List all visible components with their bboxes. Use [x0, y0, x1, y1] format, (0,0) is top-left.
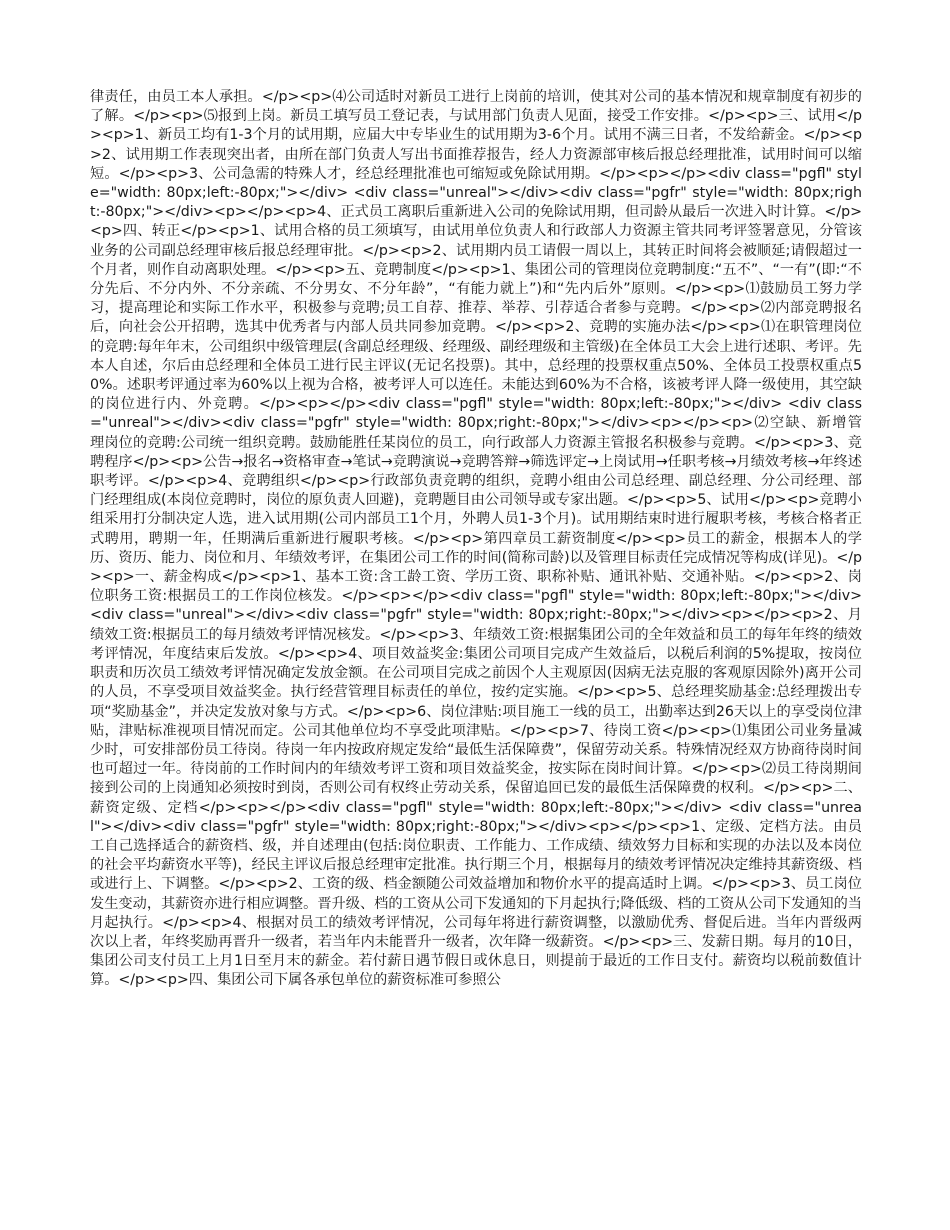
document-page — [90, 88, 862, 991]
document-body-text: 律责任，由员工本人承担。</p><p>⑷公司适时对新员工进行上岗前的培训，使其对公司的基本情况和规章制度有初步的了解。</p><p>⑸报到上岗。新员工填写员工登记表，与试用部门负责人见面，接受工作安排。</p><p>三、试用</p><p>1、新员工均有1-3个月的试用期，应届大中专毕业生的试用期为3-6个月。试用不满三日者，不发给薪金。</p><p>2、试用期工作表现突出者，由所在部门负责人写出书面推荐报告，经人力资源部审核后报总经理批准，试用时间可以缩短。</p><p>3、公司急需的特殊人才，经总经理批准也可缩短或免除试用期。</p><p></p><div class="pgfl" style="width: 80px;left:-80px;"></div> <div class="unreal"></div><div class="pgfr" style="width: 80px;right:-80px;"></div><p></p><p>4、正式员工离职后重新进入公司的免除试用期，但司龄从最后一次进入时计算。</p><p>四、转正</p><p>1、试用合格的员工须填写，由试用单位负责人和行政部人力资源主管共同考评签署意见，分管该业务的公司副总经理审核后报总经理审批。</p><p>2、试用期内员工请假一周以上，其转正时间将会被顺延;请假超过一个月者，则作自动离职处理。</p><p>五、竞聘制度</p><p>1、集团公司的管理岗位竞聘制度:“五不”、“一有”(即:“不分先后、不分内外、不分亲疏、不分男女、不分年龄”，“有能力就上”)和“先内后外”原则。</p><p>⑴鼓励员工努力学习，提高理论和实际工作水平，积极参与竞聘;员工自荐、推荐、举荐、引荐适合者参与竞聘。</p><p>⑵内部竞聘报名后，向社会公开招聘，选其中优秀者与内部人员共同参加竞聘。</p><p>2、竞聘的实施办法</p><p>⑴在职管理岗位的竞聘:每年年末，公司组织中级管理层(含副总经理级、经理级、副经理级和主管级)在全体员工大会上进行述职、考评。先本人自述，尔后由总经理和全体员工进行民主评议(无记名投票)。其中，总经理的投票权重点50%、全体员工投票权重点50%。述职考评通过率为60%以上视为合格，被考评人可以连任。未能达到60%为不合格，该被考评人降一级使用，其空缺的岗位进行内、外竞聘。</p><p></p><div class="pgfl" style="width: 80px;left:-80px;"></div> <div class="unreal"></div><div class="pgfr" style="width: 80px;right:-80px;"></div><p></p><p>⑵空缺、新增管理岗位的竞聘:公司统一组织竞聘。鼓励能胜任某岗位的员工，向行政部人力资源主管报名积极参与竞聘。</p><p>3、竞聘程序</p><p>公告→报名→资格审查→笔试→竞聘演说→竞聘答辩→筛选评定→上岗试用→任职考核→月绩效考核→年终述职考评。</p><p>4、竞聘组织</p><p>行政部负责竞聘的组织，竞聘小组由公司总经理、副总经理、分公司经理、部门经理组成(本岗位竞聘时，岗位的原负责人回避)，竞聘题目由公司领导或专家出题。</p><p>5、试用</p><p>竞聘小组采用打分制决定人选，进入试用期(公司内部员工1个月，外聘人员1-3个月)。试用期结束时进行履职考核，考核合格者正式聘用，聘期一年，任期满后重新进行履职考核。</p><p>第四章员工薪资制度</p><p>员工的薪金，根据本人的学历、资历、能力、岗位和月、年绩效考评，在集团公司工作的时间(简称司龄)以及管理目标责任完成情况等构成(详见)。</p><p>一、薪金构成</p><p>1、基本工资:含工龄工资、学历工资、职称补贴、通讯补贴、交通补贴。</p><p>2、岗位职务工资:根据员工的工作岗位核发。</p><p></p><div class="pgfl" style="width: 80px;left:-80px;"></div> <div class="unreal"></div><div class="pgfr" style="width: 80px;right:-80px;"></div><p></p><p>2、月绩效工资:根据员工的每月绩效考评情况核发。</p><p>3、年绩效工资:根据集团公司的全年效益和员工的每年年终的绩效考评情况，年度结束后发放。</p><p>4、项目效益奖金:集团公司项目完成产生效益后，以税后利润的5%提取，按岗位职责和历次员工绩效考评情况确定发放金额。在公司项目完成之前因个人主观原因(因病无法克服的客观原因除外)离开公司的人员，不享受项目效益奖金。执行经营管理目标责任的单位，按约定实施。</p><p>5、总经理奖励基金:总经理拨出专项“奖励基金”，并决定发放对象与方式。</p><p>6、岗位津贴:项目施工一线的员工，出勤率达到26天以上的享受岗位津贴，津贴标准视项目情况而定。公司其他单位均不享受此项津贴。</p><p>7、待岗工资</p><p>⑴集团公司业务量减少时，可安排部份员工待岗。待岗一年内按政府规定发给“最低生活保障费”，保留劳动关系。特殊情况经双方协商待岗时间也可超过一年。待岗前的工作时间内的年绩效考评工资和项目效益奖金，按实际在岗时间计算。</p><p>⑵员工待岗期间接到公司的上岗通知必须按时到岗，否则公司有权终止劳动关系，保留追回已发的最低生活保障费的权利。</p><p>二、薪资定级、定档</p><p></p><div class="pgfl" style="width: 80px;left:-80px;"></div> <div class="unreal"></div><div class="pgfr" style="width: 80px;right:-80px;"></div><p></p><p>1、定级、定档方法。由员工自己选择适合的薪资档、级，并自述理由(包括:岗位职责、工作能力、工作成绩、绩效努力目标和实现的办法以及本岗位的社会平均薪资水平等)，经民主评议后报总经理审定批准。执行期三个月，根据每月的绩效考评情况决定维持其薪资级、档或进行上、下调整。</p><p>2、工资的级、档金额随公司效益增加和物价水平的提高适时上调。</p><p>3、员工岗位发生变动，其薪资亦进行相应调整。晋升级、档的工资从公司下发通知的下月起执行;降低级、档的工资从公司下发通知的当月起执行。</p><p>4、根据对员工的绩效考评情况，公司每年将进行薪资调整，以激励优秀、督促后进。当年内晋级两次以上者，年终奖励再晋升一级者，若当年内未能晋升一级者，次年降一级薪资。</p><p>三、发薪日期。每月的10日，集团公司支付员工上月1日至月末的薪金。若付薪日遇节假日或休息日，则提前于最近的工作日支付。薪资均以税前数值计算。</p><p>四、集团公司下属各承包单位的薪资标准可参照公 — [90, 89, 862, 989]
